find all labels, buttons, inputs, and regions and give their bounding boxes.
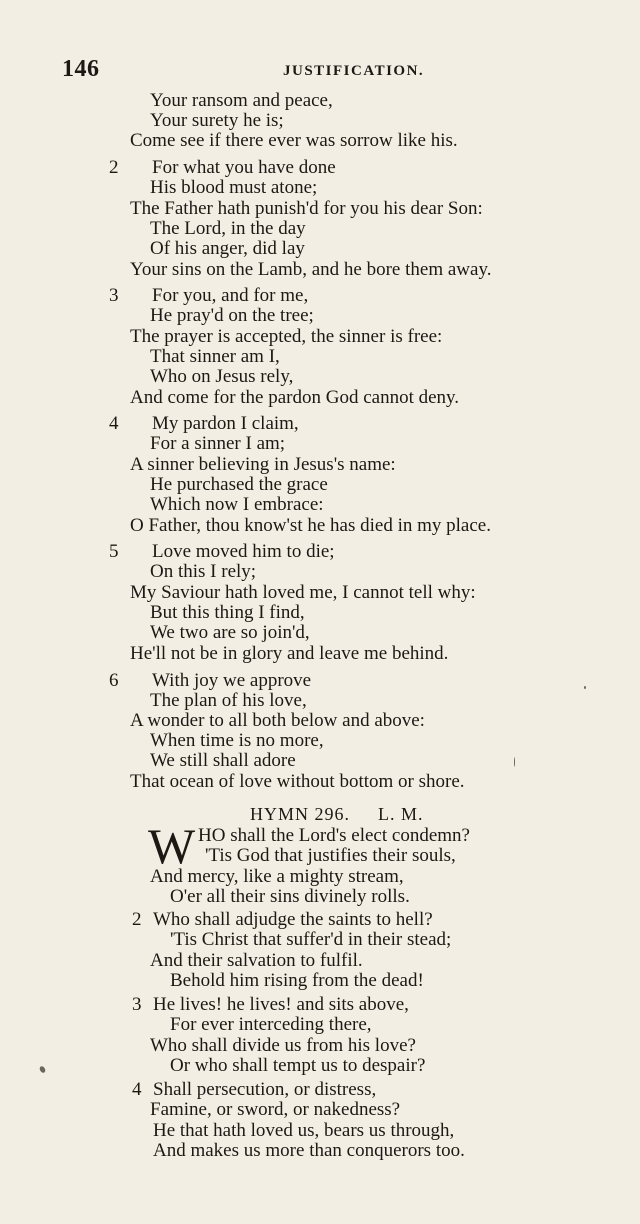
hymn-line: 'Tis God that justifies their souls, <box>205 845 456 866</box>
hymn-line: Of his anger, did lay <box>150 238 305 259</box>
hymn-line: For you, and for me, <box>152 285 309 306</box>
hymn-line: Come see if there ever was sorrow like his. <box>130 130 458 151</box>
verse-number: 2 <box>109 157 119 178</box>
hymn-line: We two are so join'd, <box>150 622 310 643</box>
hymn-line: Shall persecution, or distress, <box>153 1079 377 1100</box>
hymn-line: My Saviour hath loved me, I cannot tell why: <box>130 582 476 603</box>
hymn-line: That sinner am I, <box>150 346 280 367</box>
hymn-line: On this I rely; <box>150 561 257 582</box>
hymn-line: 'Tis Christ that suffer'd in their stead; <box>170 929 452 950</box>
hymn-line: O Father, thou know'st he has died in my place. <box>130 515 491 536</box>
hymn-line: Your ransom and peace, <box>150 90 333 111</box>
verse-number: 4 <box>132 1079 142 1100</box>
verse-number: 2 <box>132 909 142 930</box>
hymn-line: O'er all their sins divinely rolls. <box>170 886 410 907</box>
verse-number: 3 <box>132 994 142 1015</box>
hymn-line: Who shall divide us from his love? <box>150 1035 416 1056</box>
verse-number: 6 <box>109 670 119 691</box>
hymn-line: He that hath loved us, bears us through, <box>153 1120 455 1141</box>
hymn-line: HO shall the Lord's elect condemn? <box>198 825 470 846</box>
paper-speck <box>514 757 515 767</box>
verse-number: 4 <box>109 413 119 434</box>
hymn-line: That ocean of love without bottom or shore. <box>130 771 465 792</box>
drop-cap: W <box>148 818 196 874</box>
hymn-line: A sinner believing in Jesus's name: <box>130 454 396 475</box>
hymn-line: He lives! he lives! and sits above, <box>153 994 409 1015</box>
hymn-line: Behold him rising from the dead! <box>170 970 424 991</box>
hymn-line: And their salvation to fulfil. <box>150 950 363 971</box>
hymn-line: The prayer is accepted, the sinner is free: <box>130 326 443 347</box>
verse-number: 3 <box>109 285 119 306</box>
hymn-line: For what you have done <box>152 157 336 178</box>
hymn-line: When time is no more, <box>150 730 324 751</box>
hymn-line: A wonder to all both below and above: <box>130 710 425 731</box>
hymn-line: Your sins on the Lamb, and he bore them away. <box>130 259 492 280</box>
hymn-line: He purchased the grace <box>150 474 328 495</box>
hymn-line: But this thing I find, <box>150 602 305 623</box>
hymn-number: HYMN 296. <box>250 804 351 824</box>
hymn-line: Famine, or sword, or nakedness? <box>150 1099 401 1120</box>
hymn-line: My pardon I claim, <box>152 413 299 434</box>
hymn-line: For ever interceding there, <box>170 1014 372 1035</box>
hymn-line: And makes us more than conquerors too. <box>153 1140 465 1161</box>
hymn-line: Which now I embrace: <box>150 494 324 515</box>
running-head: JUSTIFICATION. <box>283 63 425 79</box>
hymn-line: For a sinner I am; <box>150 433 286 454</box>
hymn-line: Love moved him to die; <box>152 541 335 562</box>
paper-speck <box>39 1065 47 1074</box>
hymn-line: The Father hath punish'd for you his dear Son: <box>130 198 483 219</box>
paper-speck <box>584 686 586 689</box>
hymn-meter: L. M. <box>378 804 424 824</box>
hymn-line: And mercy, like a mighty stream, <box>150 866 404 887</box>
hymn-line: Or who shall tempt us to despair? <box>170 1055 426 1076</box>
page-number: 146 <box>62 56 100 82</box>
hymn-line: He'll not be in glory and leave me behind. <box>130 643 449 664</box>
hymn-line: He pray'd on the tree; <box>150 305 314 326</box>
hymn-line: The plan of his love, <box>150 690 307 711</box>
hymn-line: We still shall adore <box>150 750 296 771</box>
hymn-line: The Lord, in the day <box>150 218 306 239</box>
hymn-line: Who on Jesus rely, <box>150 366 294 387</box>
hymn-line: Who shall adjudge the saints to hell? <box>153 909 433 930</box>
hymn-line: And come for the pardon God cannot deny. <box>130 387 460 408</box>
hymn-line: Your surety he is; <box>150 110 284 131</box>
hymn-heading <box>250 804 424 825</box>
hymn-line: With joy we approve <box>152 670 312 691</box>
verse-number: 5 <box>109 541 119 562</box>
hymn-line: His blood must atone; <box>150 177 318 198</box>
